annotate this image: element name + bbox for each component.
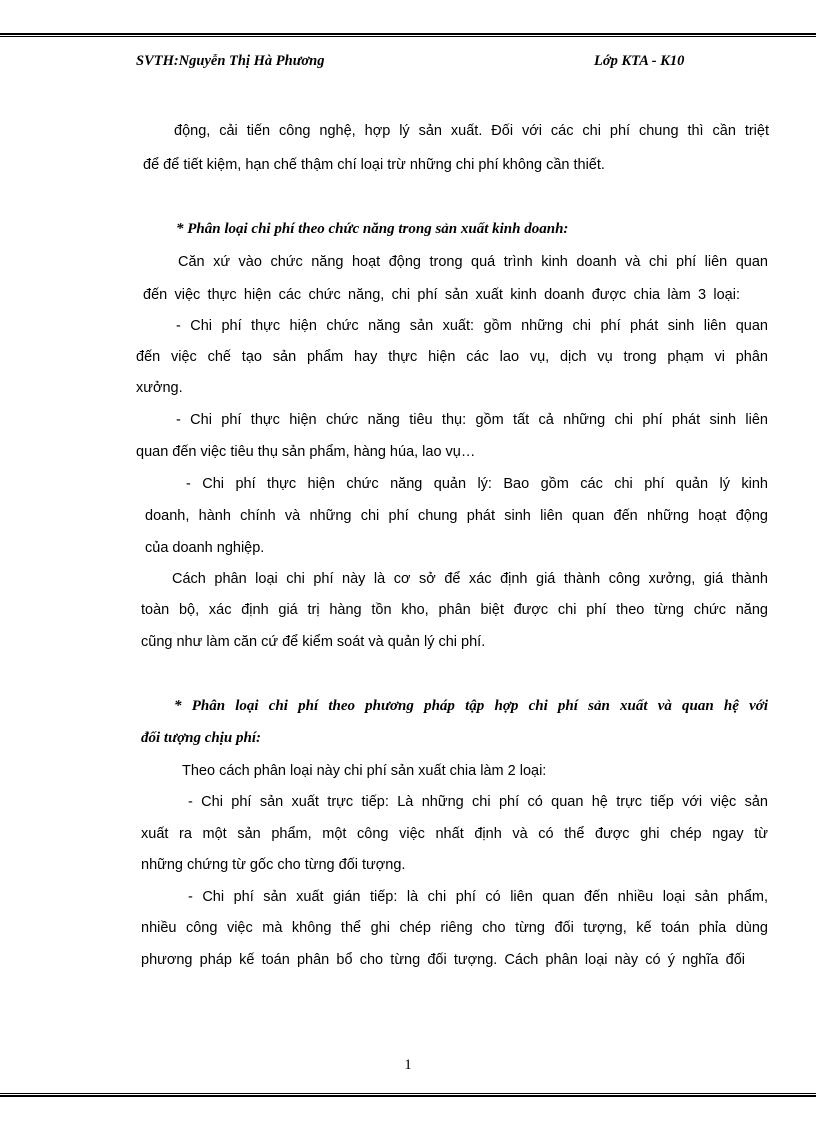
text-line: để để tiết kiệm, hạn chế thậm chí loại trừ những chi phí không cần thiết. [143, 157, 605, 173]
section-heading-cont: đối tượng chịu phí: [141, 730, 261, 746]
text-line: những chứng từ gốc cho từng đối tượng. [141, 857, 406, 873]
text-line: phương pháp kế toán phân bổ cho từng đối tượng. Cách phân loại này có ý nghĩa đối [141, 952, 745, 968]
class-label: Lớp KTA - K10 [594, 53, 685, 69]
header-rule [0, 33, 816, 37]
text-line: - Chi phí sản xuất trực tiếp: Là những chi phí có quan hệ trực tiếp với việc sản [188, 794, 768, 810]
text-line: cũng như làm căn cứ để kiểm soát và quản lý chi phí. [141, 634, 486, 650]
text-line: - Chi phí thực hiện chức năng sản xuất: gồm những chi phí phát sinh liên quan [176, 318, 768, 334]
text-line: Theo cách phân loại này chi phí sản xuất chia làm 2 loại: [182, 763, 547, 779]
section-heading: * Phân loại chi phí theo phương pháp tập hợp chi phí sản xuất và quan hệ với [174, 698, 768, 714]
text-line: toàn bộ, xác định giá trị hàng tồn kho, phân biệt được chi phí theo từng chức năng [141, 602, 768, 618]
section-heading: * Phân loại chi phí theo chức năng trong sản xuất kinh doanh: [176, 221, 569, 237]
text-line: quan đến việc tiêu thụ sản phẩm, hàng húa, lao vụ… [136, 444, 476, 460]
text-line: động, cải tiến công nghệ, hợp lý sản xuất. Đối với các chi phí chung thì cần triệt [174, 123, 769, 139]
text-line: - Chi phí thực hiện chức năng quản lý: Bao gồm các chi phí quản lý kinh [186, 476, 768, 492]
page-number: 1 [404, 1057, 412, 1073]
text-line: của doanh nghiệp. [145, 540, 265, 556]
footer-rule [0, 1093, 816, 1097]
text-line: doanh, hành chính và những chi phí chung phát sinh liên quan đến những hoạt động [145, 508, 768, 524]
text-line: xuất ra một sản phẩm, một công việc nhất định và có thể được ghi chép ngay từ [141, 826, 768, 842]
text-line: Cách phân loại chi phí này là cơ sở để xác định giá thành công xưởng, giá thành [172, 571, 768, 587]
student-name: SVTH:Nguyễn Thị Hà Phương [136, 53, 325, 69]
text-line: đến việc chế tạo sản phẩm hay thực hiện các lao vụ, dịch vụ trong phạm vi phân [136, 349, 768, 365]
text-line: xưởng. [136, 380, 183, 396]
text-line: - Chi phí thực hiện chức năng tiêu thụ: gồm tất cả những chi phí phát sinh liên [176, 412, 768, 428]
text-line: nhiều công việc mà không thể ghi chép riêng cho từng đối tượng, kế toán phỉa dùng [141, 920, 768, 936]
text-line: đến việc thực hiện các chức năng, chi phí sản xuất kinh doanh được chia làm 3 loại: [143, 287, 740, 303]
page-header [136, 53, 700, 73]
text-line: Căn xứ vào chức năng hoạt động trong quá trình kinh doanh và chi phí liên quan [178, 254, 768, 270]
text-line: - Chi phí sản xuất gián tiếp: là chi phí có liên quan đến nhiều loại sản phẩm, [188, 889, 768, 905]
